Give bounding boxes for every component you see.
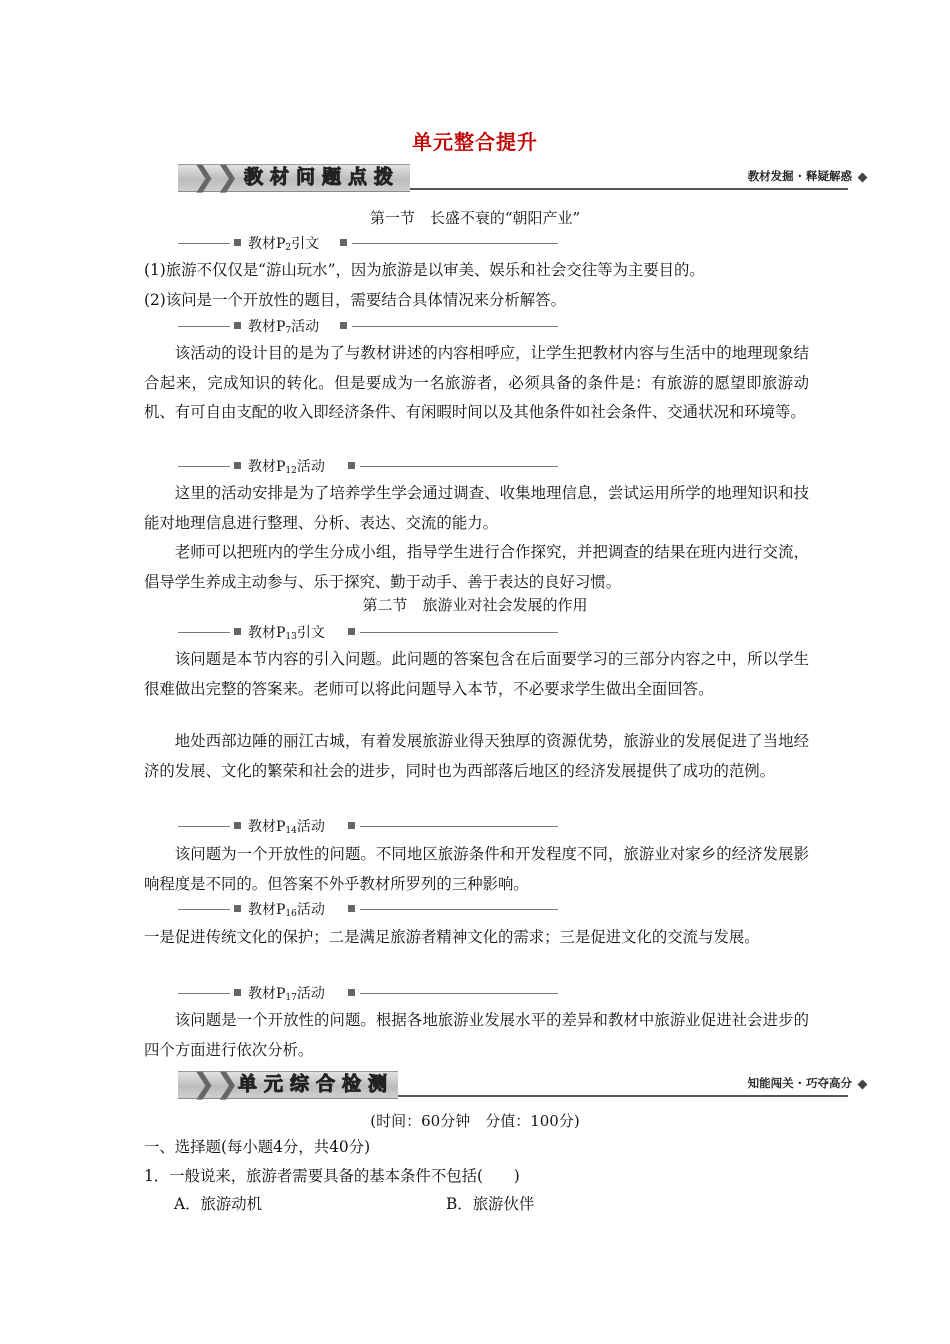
question-stem: 1．一般说来，旅游者需要具备的基本条件不包括( ) xyxy=(144,1167,520,1185)
banner-heading: 教材问题点拨 xyxy=(244,166,401,188)
answer-text: (1)旅游不仅仅是“游山玩水”，因为旅游是以审美、娱乐和社会交往等为主要目的。 xyxy=(144,261,705,279)
textbook-marker-p2 xyxy=(178,233,558,253)
part-heading: 一、选择题(每小题4分，共40分) xyxy=(144,1138,371,1156)
answer-paragraph: 一是促进传统文化的保护；二是满足旅游者精神文化的需求；三是促进文化的交流与发展。 xyxy=(144,928,760,946)
answer-paragraph: 该活动的设计目的是为了与教材讲述的内容相呼应，让学生把教材内容与生活中的地理现象结合起来，完成知识的转化。但是要成为一名旅游者，必须具备的条件是：有旅游的愿望即旅游动机、有可自由支配的收入即经济条件、有闲暇时间以及其他条件如社会条件、交通状况和环境等。 xyxy=(144,344,809,421)
answer-paragraph: 该问题是一个开放性的问题。根据各地旅游业发展水平的差异和教材中旅游业促进社会进步的四个方面进行依次分析。 xyxy=(144,1011,809,1059)
banner-rule xyxy=(410,188,848,190)
marker-label: 教材$P_2$引文 xyxy=(248,236,320,253)
section-heading-1: 第一节 长盛不衰的“朝阳产业” xyxy=(369,209,581,227)
option-b: B．旅游伙伴 xyxy=(446,1195,535,1213)
answer-paragraph: 该问题为一个开放性的问题。不同地区旅游条件和开发程度不同，旅游业对家乡的经济发展影响程度是不同的。但答案不外乎教材所罗列的三种影响。 xyxy=(144,845,809,893)
textbook-marker-p13 xyxy=(178,622,558,642)
marker-label: 教材$P_{13}$引文 xyxy=(248,625,325,642)
exam-info: (时间：60分钟 分值：100分) xyxy=(370,1112,580,1130)
section-heading-2: 第二节 旅游业对社会发展的作用 xyxy=(362,596,588,614)
textbook-marker-p14 xyxy=(178,816,558,836)
chevron-right-icon: ❯❯ xyxy=(192,1067,239,1100)
option-a: A．旅游动机 xyxy=(174,1195,263,1213)
section-banner-test xyxy=(178,1069,868,1099)
textbook-marker-p17 xyxy=(178,983,558,1003)
answer-paragraph: 老师可以把班内的学生分成小组，指导学生进行合作探究，并把调查的结果在班内进行交流，倡导学生养成主动参与、乐于探究、勤于动手、善于表达的良好习惯。 xyxy=(144,543,809,591)
marker-label: 教材$P_{14}$活动 xyxy=(248,819,325,836)
page-title: 单元整合提升 xyxy=(412,130,538,154)
diamond-icon xyxy=(858,1080,868,1090)
answer-text: (2)该问是一个开放性的题目，需要结合具体情况来分析解答。 xyxy=(144,291,566,309)
section-banner-textbook xyxy=(178,162,868,192)
banner-rule xyxy=(398,1095,848,1097)
answer-paragraph: 这里的活动安排是为了培养学生学会通过调查、收集地理信息，尝试运用所学的地理知识和技能对地理信息进行整理、分析、表达、交流的能力。 xyxy=(144,484,809,532)
textbook-marker-p12 xyxy=(178,456,558,476)
chevron-right-icon: ❯❯ xyxy=(192,160,239,193)
textbook-marker-p7 xyxy=(178,316,558,336)
banner-tag: 教材发掘 · 释疑解惑 xyxy=(747,169,852,183)
marker-label: 教材$P_{16}$活动 xyxy=(248,902,325,919)
marker-label: 教材$P_7$活动 xyxy=(248,319,320,336)
banner-tag: 知能闯关 · 巧夺高分 xyxy=(747,1076,852,1090)
banner-heading: 单元综合检测 xyxy=(238,1073,395,1095)
marker-label: 教材$P_{17}$活动 xyxy=(248,986,325,1003)
marker-label: 教材$P_{12}$活动 xyxy=(248,459,325,476)
textbook-marker-p16 xyxy=(178,899,558,919)
answer-paragraph: 该问题是本节内容的引入问题。此问题的答案包含在后面要学习的三部分内容之中，所以学生很难做出完整的答案来。老师可以将此问题导入本节，不必要求学生做出全面回答。 xyxy=(144,650,809,698)
diamond-icon xyxy=(858,173,868,183)
answer-paragraph: 地处西部边陲的丽江古城，有着发展旅游业得天独厚的资源优势，旅游业的发展促进了当地经济的发展、文化的繁荣和社会的进步，同时也为西部落后地区的经济发展提供了成功的范例。 xyxy=(144,732,809,780)
